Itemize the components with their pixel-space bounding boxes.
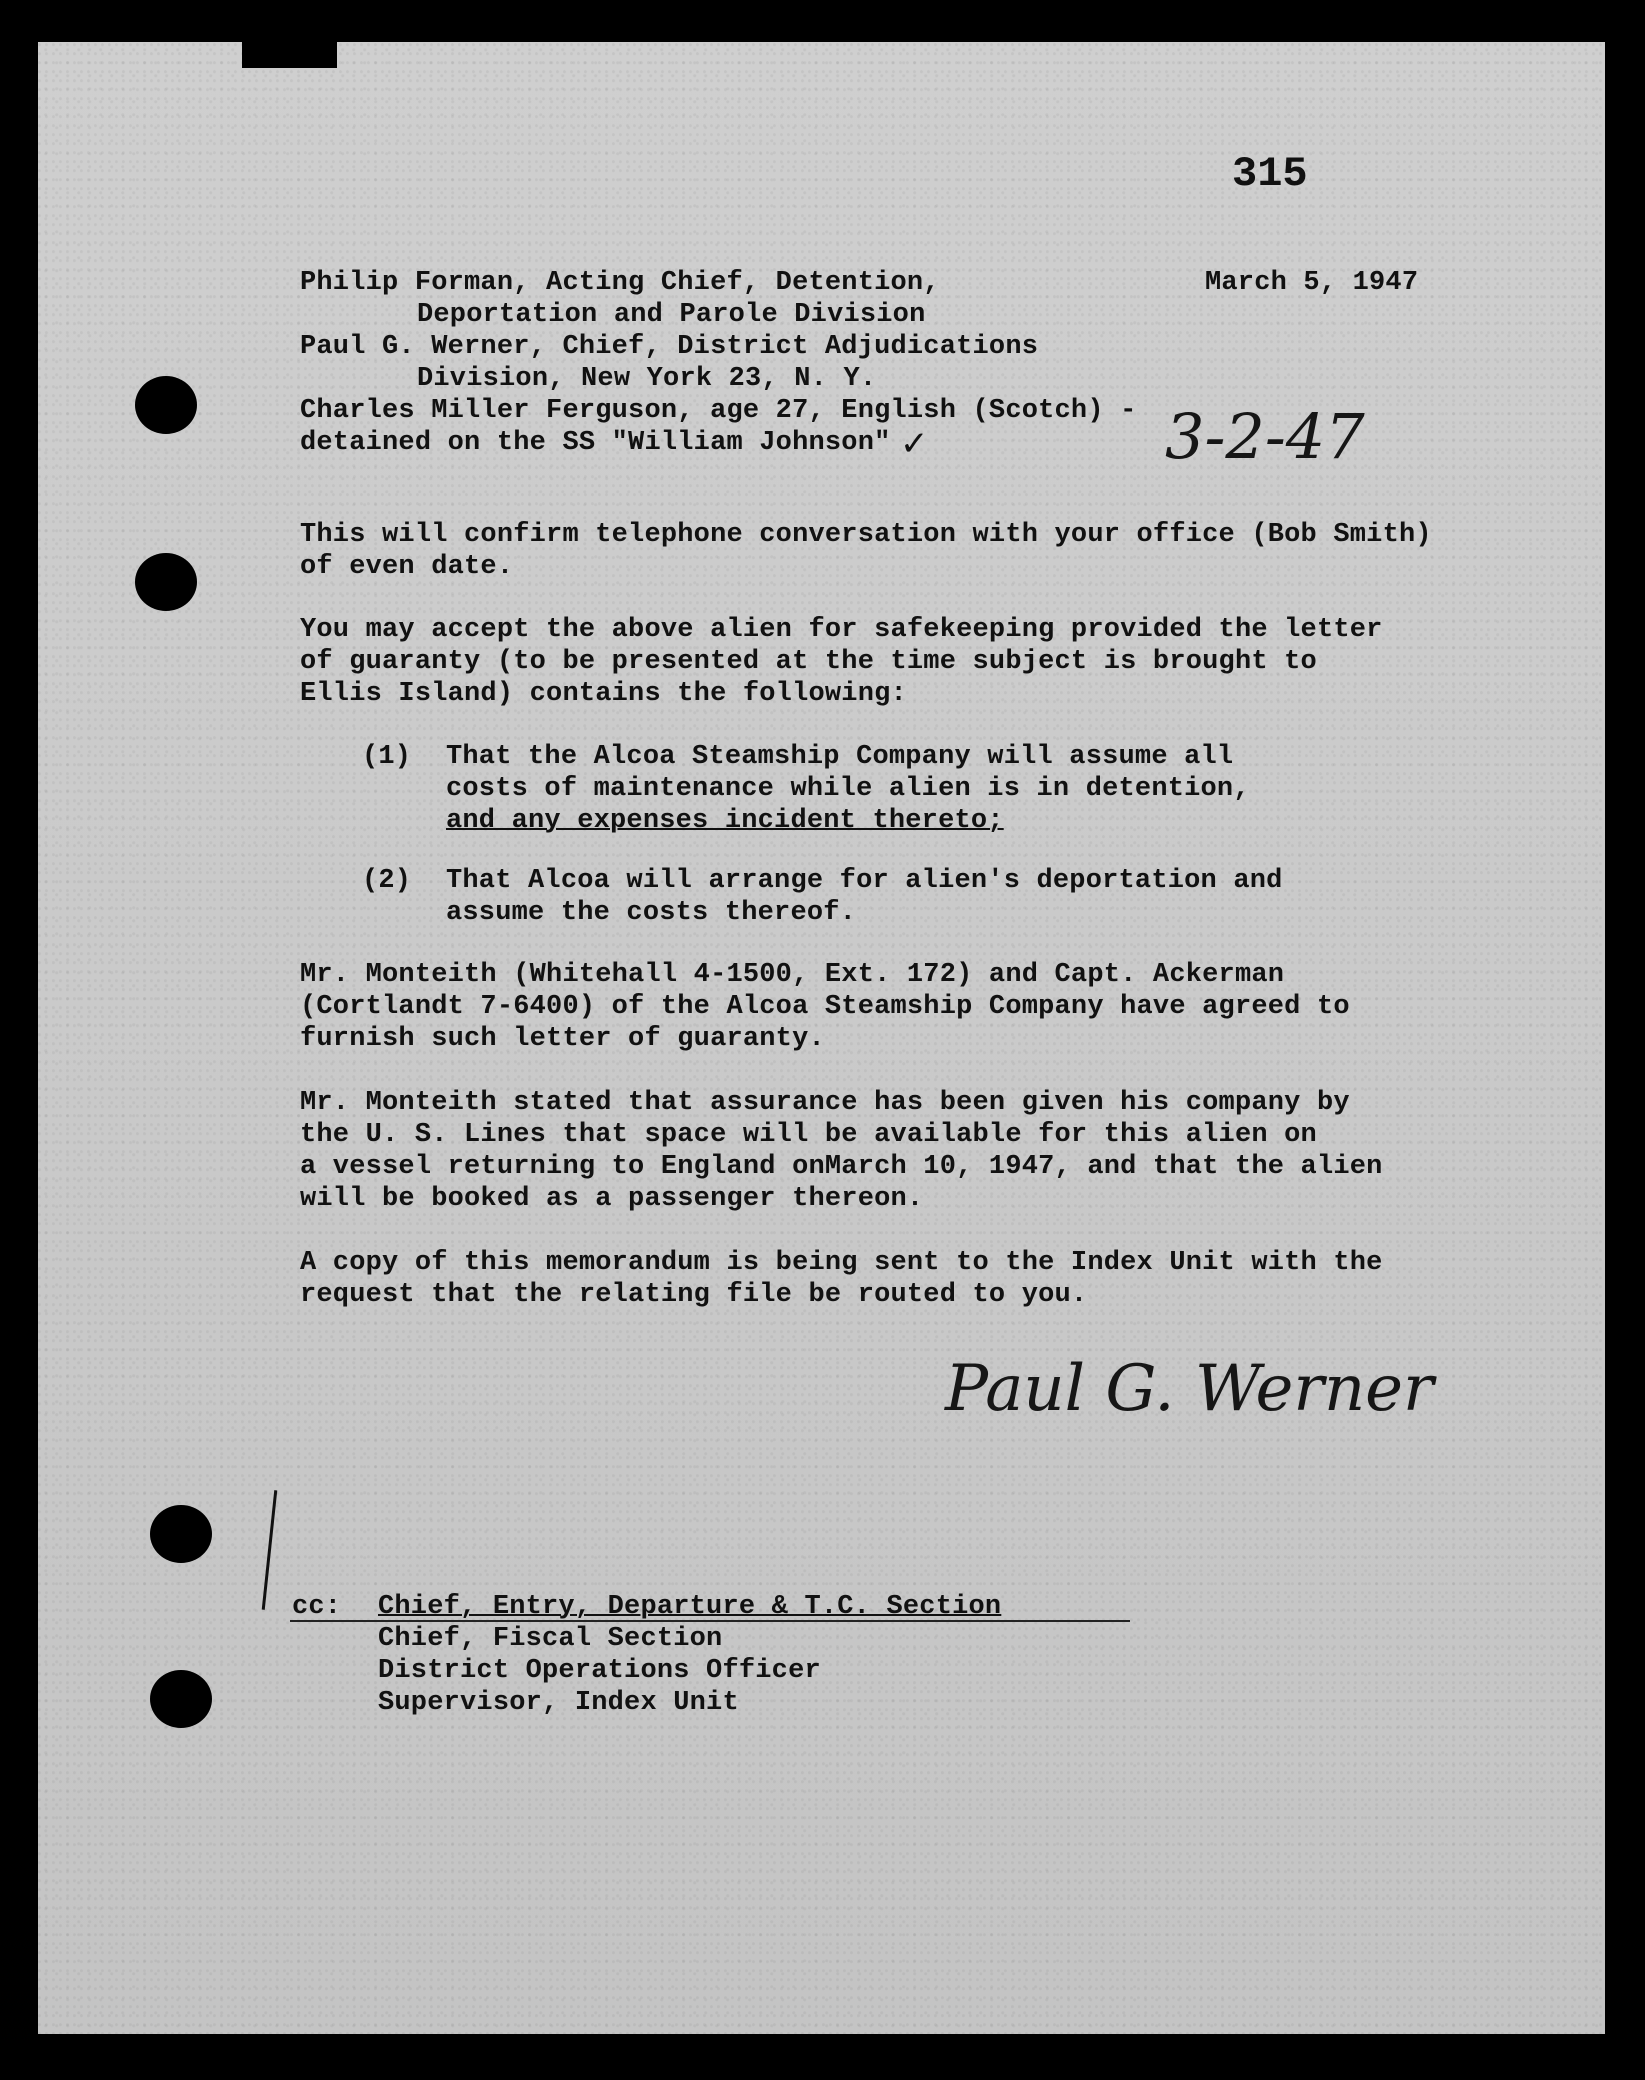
paragraph-line: A copy of this memorandum is being sent to the Index Unit with the: [300, 1248, 1383, 1278]
header-line: Division, New York 23, N. Y.: [417, 364, 877, 394]
list-item-line: costs of maintenance while alien is in detention,: [446, 774, 1250, 804]
punch-hole: [135, 376, 197, 434]
header-line: Philip Forman, Acting Chief, Detention,: [300, 268, 940, 298]
punch-hole: [150, 1670, 212, 1728]
list-item-number: (2): [362, 866, 412, 896]
signature: Paul G. Werner: [945, 1352, 1434, 1426]
cc-recipient: Chief, Fiscal Section: [378, 1624, 723, 1654]
list-item-line: assume the costs thereof.: [446, 898, 857, 928]
check-mark: ✓: [900, 424, 929, 464]
list-item-line: That Alcoa will arrange for alien's deportation and: [446, 866, 1283, 896]
paragraph-line: furnish such letter of guaranty.: [300, 1024, 825, 1054]
page-number: 315: [1232, 150, 1308, 198]
handwritten-date: 3-2-47: [1165, 400, 1365, 473]
cc-recipient: District Operations Officer: [378, 1656, 821, 1686]
list-item-number: (1): [362, 742, 412, 772]
cc-recipient: Supervisor, Index Unit: [378, 1688, 739, 1718]
paragraph-line: Mr. Monteith (Whitehall 4-1500, Ext. 172) and Capt. Ackerman: [300, 960, 1285, 990]
header-line: Deportation and Parole Division: [417, 300, 926, 330]
memo-date: March 5, 1947: [1205, 268, 1419, 298]
paragraph-line: Mr. Monteith stated that assurance has been given his company by: [300, 1088, 1350, 1118]
paragraph-line: a vessel returning to England onMarch 10, 1947, and that the alien: [300, 1152, 1383, 1182]
cc-recipient: Chief, Entry, Departure & T.C. Section: [378, 1592, 1002, 1622]
paragraph-line: This will confirm telephone conversation with your office (Bob Smith): [300, 520, 1432, 550]
paragraph-line: of even date.: [300, 552, 514, 582]
header-line: Charles Miller Ferguson, age 27, English (Scotch) -: [300, 396, 1137, 426]
punch-hole: [135, 553, 197, 611]
paragraph-line: Ellis Island) contains the following:: [300, 679, 907, 709]
paragraph-line: request that the relating file be routed to you.: [300, 1280, 1088, 1310]
list-item-line: and any expenses incident thereto;: [446, 806, 1004, 836]
header-line: Paul G. Werner, Chief, District Adjudications: [300, 332, 1039, 362]
paragraph-line: the U. S. Lines that space will be available for this alien on: [300, 1120, 1317, 1150]
cc-label: cc:: [292, 1592, 342, 1622]
list-item-line: That the Alcoa Steamship Company will assume all: [446, 742, 1234, 772]
punch-hole: [150, 1505, 212, 1563]
paragraph-line: will be booked as a passenger thereon.: [300, 1184, 924, 1214]
header-line: detained on the SS "William Johnson": [300, 428, 891, 458]
paragraph-line: (Cortlandt 7-6400) of the Alcoa Steamship Company have agreed to: [300, 992, 1350, 1022]
paragraph-line: You may accept the above alien for safekeeping provided the letter: [300, 615, 1383, 645]
binder-tab: [242, 42, 337, 68]
paragraph-line: of guaranty (to be presented at the time subject is brought to: [300, 647, 1317, 677]
